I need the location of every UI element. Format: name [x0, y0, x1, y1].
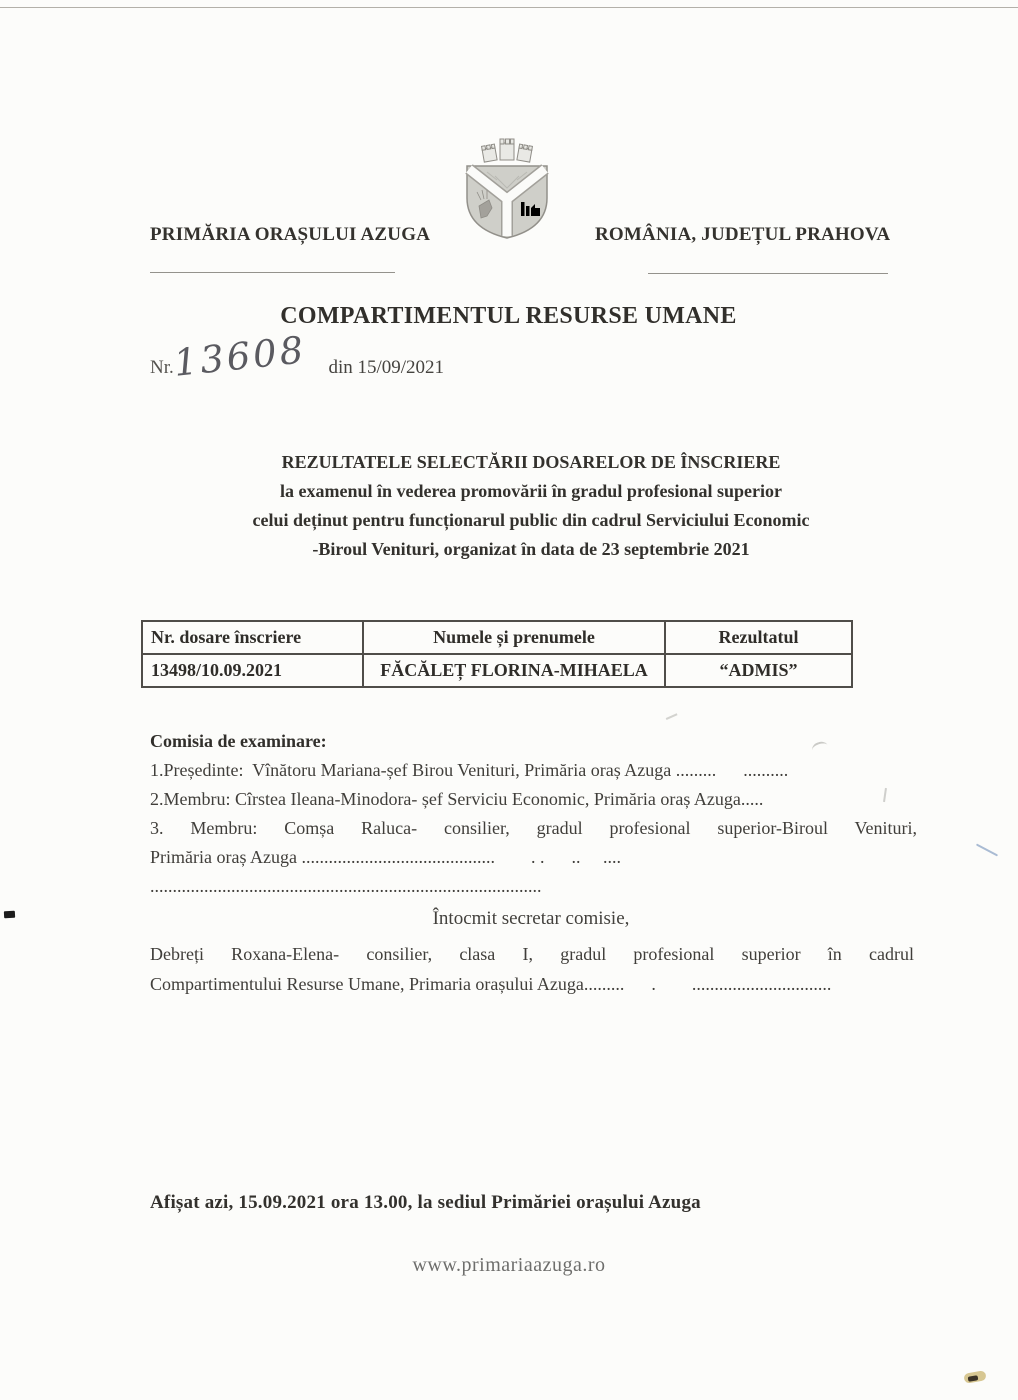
scan-artifact: [662, 706, 677, 720]
scan-artifact: [4, 911, 15, 919]
header-right-rule: [648, 273, 888, 274]
commission-member-1: 1.Președinte: Vînătoru Mariana-șef Birou Venituri, Primăria oraș Azuga ......... ..........: [150, 760, 789, 780]
posted-notice: Afișat azi, 15.09.2021 ora 13.00, la sediul Primăriei orașului Azuga: [150, 1192, 701, 1213]
scan-artifact: [976, 843, 998, 856]
header-left-rule: [150, 272, 395, 273]
col-header-nume: Numele și prenumele: [363, 621, 665, 654]
table-row: [142, 654, 852, 687]
scan-edge-line: [0, 7, 1018, 8]
commission-member-3-line-2: Primăria oraș Azuga ........................................... . . .. .... .......................................................................................: [150, 847, 644, 896]
secretary-heading: Întocmit secretar comisie,: [432, 908, 630, 929]
col-header-rezultat: Rezultatul: [665, 621, 852, 654]
header-left-org: PRIMĂRIA ORAȘULUI AZUGA: [150, 224, 431, 245]
secretary-line-2: Compartimentului Resurse Umane, Primaria orașului Azuga......... . ...............................: [150, 974, 832, 994]
cell-rezultat: “ADMIS”: [665, 654, 852, 687]
secretary-section: [150, 939, 914, 999]
results-table: [141, 620, 853, 688]
header-right-org: ROMÂNIA, JUDEȚUL PRAHOVA: [595, 224, 891, 245]
title-line-2: la examenul în vederea promovării în gradul profesional superior: [279, 481, 782, 501]
secretary-line-1: Debreți Roxana-Elena- consilier, clasa I, gradul profesional superior în cadrul: [150, 944, 914, 964]
table-header-row: [142, 621, 852, 654]
cell-nume: FĂCĂLEȚ FLORINA-MIHAELA: [363, 654, 665, 687]
website-text: www.primariaazuga.ro: [412, 1254, 606, 1276]
commission-member-2: 2.Membru: Cîrstea Ileana-Minodora- șef Serviciu Economic, Primăria oraș Azuga.....: [150, 789, 764, 809]
registration-date: din 15/09/2021: [328, 357, 445, 378]
registration-line: [150, 328, 445, 385]
col-header-dosar: Nr. dosare înscriere: [142, 621, 363, 654]
department-title: COMPARTIMENTUL RESURSE UMANE: [280, 303, 737, 329]
title-line-3: celui deținut pentru funcționarul public din cadrul Serviciului Economic: [252, 510, 810, 530]
document-title: [126, 448, 936, 564]
title-line-4: -Biroul Venituri, organizat în data de 23 septembrie 2021: [312, 539, 750, 559]
coat-of-arms-icon: [457, 136, 557, 240]
cell-dosar: 13498/10.09.2021: [142, 654, 363, 687]
title-line-1: REZULTATELE SELECTĂRII DOSARELOR DE ÎNSCRIERE: [281, 452, 781, 472]
commission-heading: Comisia de examinare:: [150, 731, 327, 751]
nr-label: Nr.: [150, 357, 174, 378]
commission-member-3-line-1: 3. Membru: Comșa Raluca- consilier, gradul profesional superior-Biroul Venituri,: [150, 818, 917, 838]
nr-handwritten-number: 13608: [171, 328, 308, 385]
commission-section: [150, 727, 917, 901]
